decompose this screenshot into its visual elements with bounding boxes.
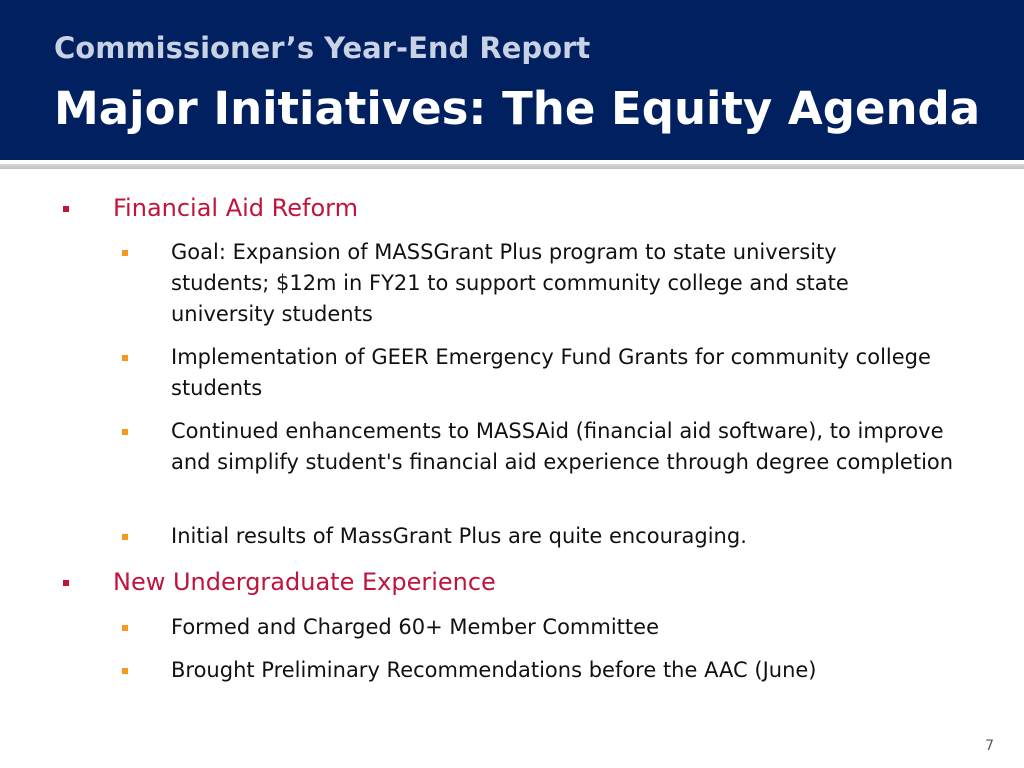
bullet-level2-icon [122,250,128,256]
list-item: Initial results of MassGrant Plus are quite encouraging. [171,524,747,548]
list-item: Formed and Charged 60+ Member Committee [171,615,659,639]
list-item: Goal: Expansion of MASSGrant Plus program to state university students; $12m in FY21 to support community college and state university students [171,240,849,326]
bullet-level2-icon [122,625,128,631]
slide-subtitle: Commissioner’s Year-End Report [54,31,591,65]
section-heading: Financial Aid Reform [113,194,358,222]
page-number: 7 [985,738,994,754]
bullet-level2-icon [122,355,128,361]
bullet-level2-icon [122,534,128,540]
slide-title: Major Initiatives: The Equity Agenda [54,82,981,135]
list-item: Brought Preliminary Recommendations before the AAC (June) [171,658,817,682]
list-item: Implementation of GEER Emergency Fund Grants for community college students [171,345,931,400]
bullet-level1-icon [63,206,69,212]
list-item: Continued enhancements to MASSAid (financial aid software), to improve and simplify student's financial aid experience through degree completion [171,419,954,474]
section-heading: New Undergraduate Experience [113,568,496,596]
bullet-level2-icon [122,668,128,674]
bullet-level2-icon [122,429,128,435]
bullet-level1-icon [63,580,69,586]
